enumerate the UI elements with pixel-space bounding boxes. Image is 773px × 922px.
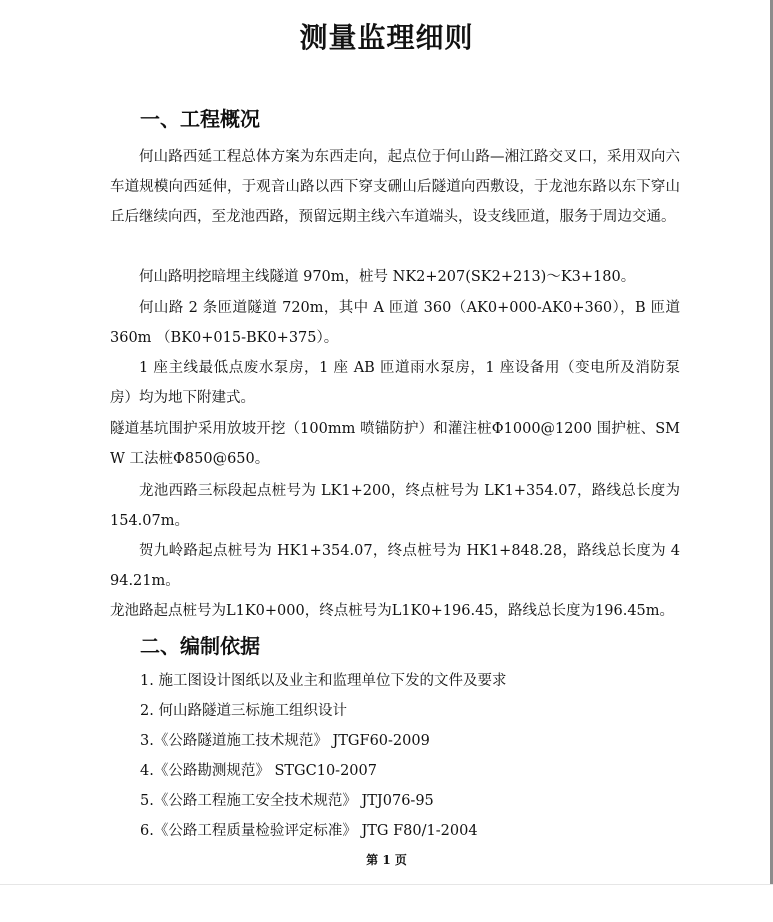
list-item: 3.《公路隧道施工技术规范》 JTGF60-2009	[140, 733, 430, 749]
page-number: 第 1 页	[366, 853, 407, 867]
overview-paragraph: 何山路西延工程总体方案为东西走向，起点位于何山路—湘江路交叉口，采用双向六车道规模向西延伸，于观音山路以西下穿支硎山后隧道向西敷设，于龙池东路以东下穿山丘后继续向西，至龙池西路，预留远期主线六车道端头，设支线匝道，服务于周边交通。	[110, 149, 680, 225]
overview-paragraph: 1 座主线最低点废水泵房，1 座 AB 匝道雨水泵房，1 座设备用（变电所及消防泵房）均为地下附建式。	[110, 360, 680, 406]
section-heading-overview: 一、工程概况	[140, 107, 260, 131]
overview-paragraph: 龙池西路三标段起点桩号为 LK1+200，终点桩号为 LK1+354.07，路线总长度为 154.07m。	[110, 483, 680, 529]
list-item: 2. 何山路隧道三标施工组织设计	[140, 703, 347, 719]
overview-paragraph: 何山路 2 条匝道隧道 720m，其中 A 匝道 360（AK0+000-AK0+360），B 匝道 360m （BK0+015-BK0+375）。	[110, 300, 680, 346]
section-heading-basis: 二、编制依据	[140, 634, 260, 658]
overview-paragraph: 龙池路起点桩号为L1K0+000，终点桩号为L1K0+196.45，路线总长度为196.45m。	[110, 603, 675, 619]
page-separator	[0, 884, 773, 885]
list-item: 5.《公路工程施工安全技术规范》 JTJ076-95	[140, 793, 434, 809]
document-title: 测量监理细则	[299, 21, 474, 54]
page-bottom-strip	[0, 884, 773, 922]
list-item: 1. 施工图设计图纸以及业主和监理单位下发的文件及要求	[140, 673, 507, 689]
overview-paragraph: 隧道基坑围护采用放坡开挖（100mm 喷锚防护）和灌注桩Φ1000@1200 围护桩、SMW 工法桩Φ850@650。	[110, 421, 680, 467]
list-item: 4.《公路勘测规范》 STGC10-2007	[140, 763, 377, 779]
overview-paragraph: 何山路明挖暗埋主线隧道 970m，桩号 NK2+207(SK2+213)～K3+180。	[139, 269, 636, 285]
list-item: 6.《公路工程质量检验评定标准》 JTG F80/1-2004	[140, 823, 478, 839]
basis-list	[140, 666, 506, 846]
overview-paragraph: 贺九岭路起点桩号为 HK1+354.07，终点桩号为 HK1+848.28，路线总长度为 494.21m。	[110, 543, 680, 589]
